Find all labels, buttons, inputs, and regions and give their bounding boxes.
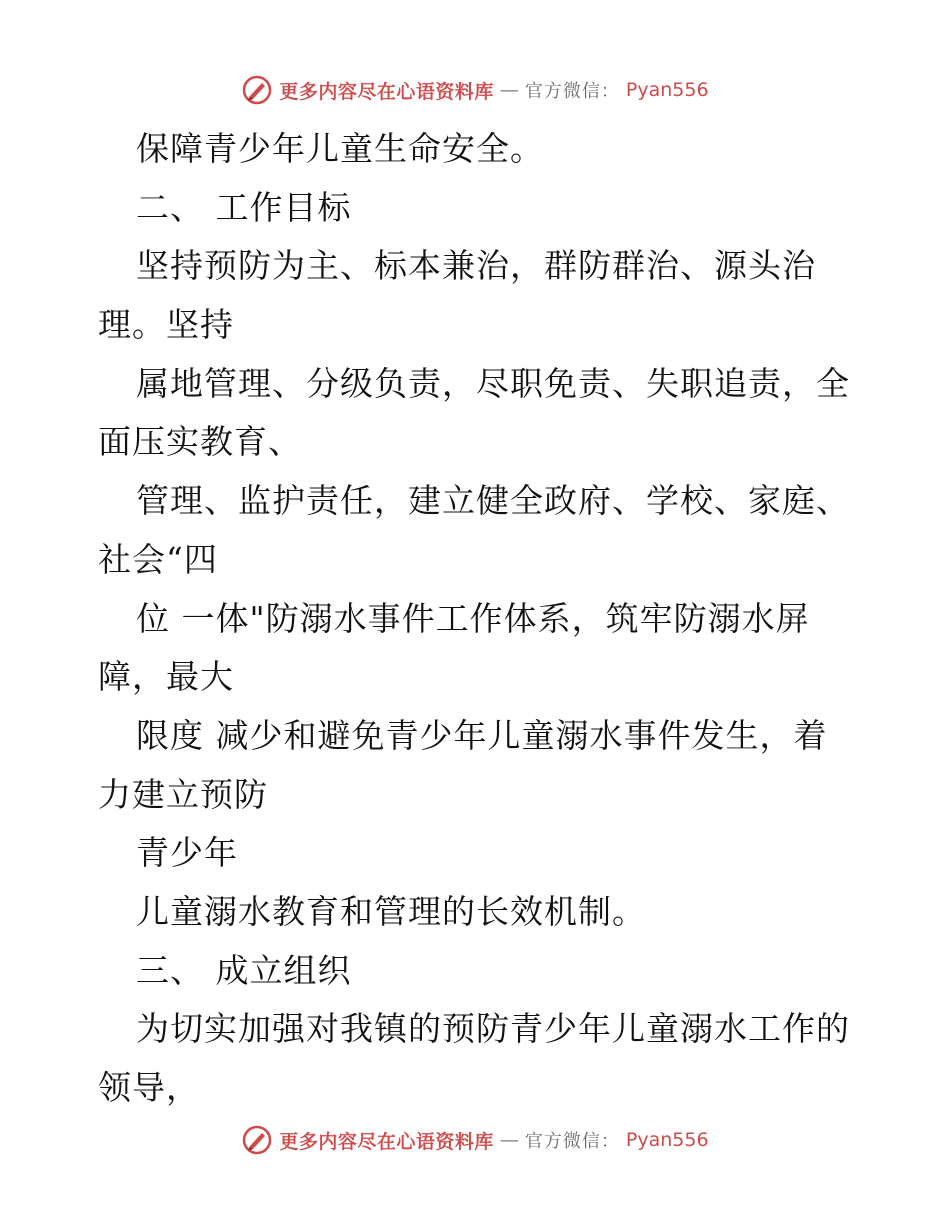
- text-line: 坚持预防为主、标本兼治，群防群治、源头治: [136, 246, 816, 286]
- text-line: 力建立预防: [98, 774, 268, 814]
- pen-logo-icon: [241, 1124, 273, 1156]
- text-line: 管理、监护责任，建立健全政府、学校、家庭、: [136, 481, 850, 521]
- text-line: 位 一体"防溺水事件工作体系，筑牢防溺水屏: [136, 598, 810, 638]
- watermark-wechat-id: Pyan556: [625, 79, 709, 101]
- section-heading: 二、 工作目标: [136, 187, 352, 227]
- text-line: 限度 减少和避免青少年儿童溺水事件发生，着: [136, 715, 828, 755]
- header-watermark: [0, 70, 950, 110]
- watermark-wechat-id: Pyan556: [625, 1129, 709, 1151]
- text-line: 属地管理、分级负责，尽职免责、失职追责，全: [136, 363, 850, 403]
- document-body: [98, 120, 858, 1118]
- section-heading: 三、 成立组织: [136, 950, 352, 990]
- watermark-wechat-label: 官方微信：: [524, 81, 620, 102]
- footer-watermark: [0, 1120, 950, 1160]
- text-line: 理。坚持: [98, 305, 234, 345]
- text-line: 青少年: [136, 833, 238, 873]
- text-line: 障，最大: [98, 657, 234, 697]
- watermark-separator: —: [499, 1129, 519, 1151]
- text-line: 社会“四: [98, 539, 218, 579]
- text-line: 领导，: [98, 1068, 200, 1107]
- watermark-separator: —: [499, 79, 519, 101]
- text-line: 为切实加强对我镇的预防青少年儿童溺水工作的: [136, 1009, 850, 1049]
- text-line: 面压实教育、: [98, 422, 302, 462]
- watermark-wechat-label: 官方微信：: [524, 1131, 620, 1152]
- text-line: 儿童溺水教育和管理的长效机制。: [136, 891, 646, 931]
- pen-logo-icon: [241, 74, 273, 106]
- watermark-site-text: 更多内容尽在心语资料库: [279, 80, 494, 103]
- text-line: 保障青少年儿童生命安全。: [136, 129, 544, 168]
- watermark-site-text: 更多内容尽在心语资料库: [279, 1130, 494, 1153]
